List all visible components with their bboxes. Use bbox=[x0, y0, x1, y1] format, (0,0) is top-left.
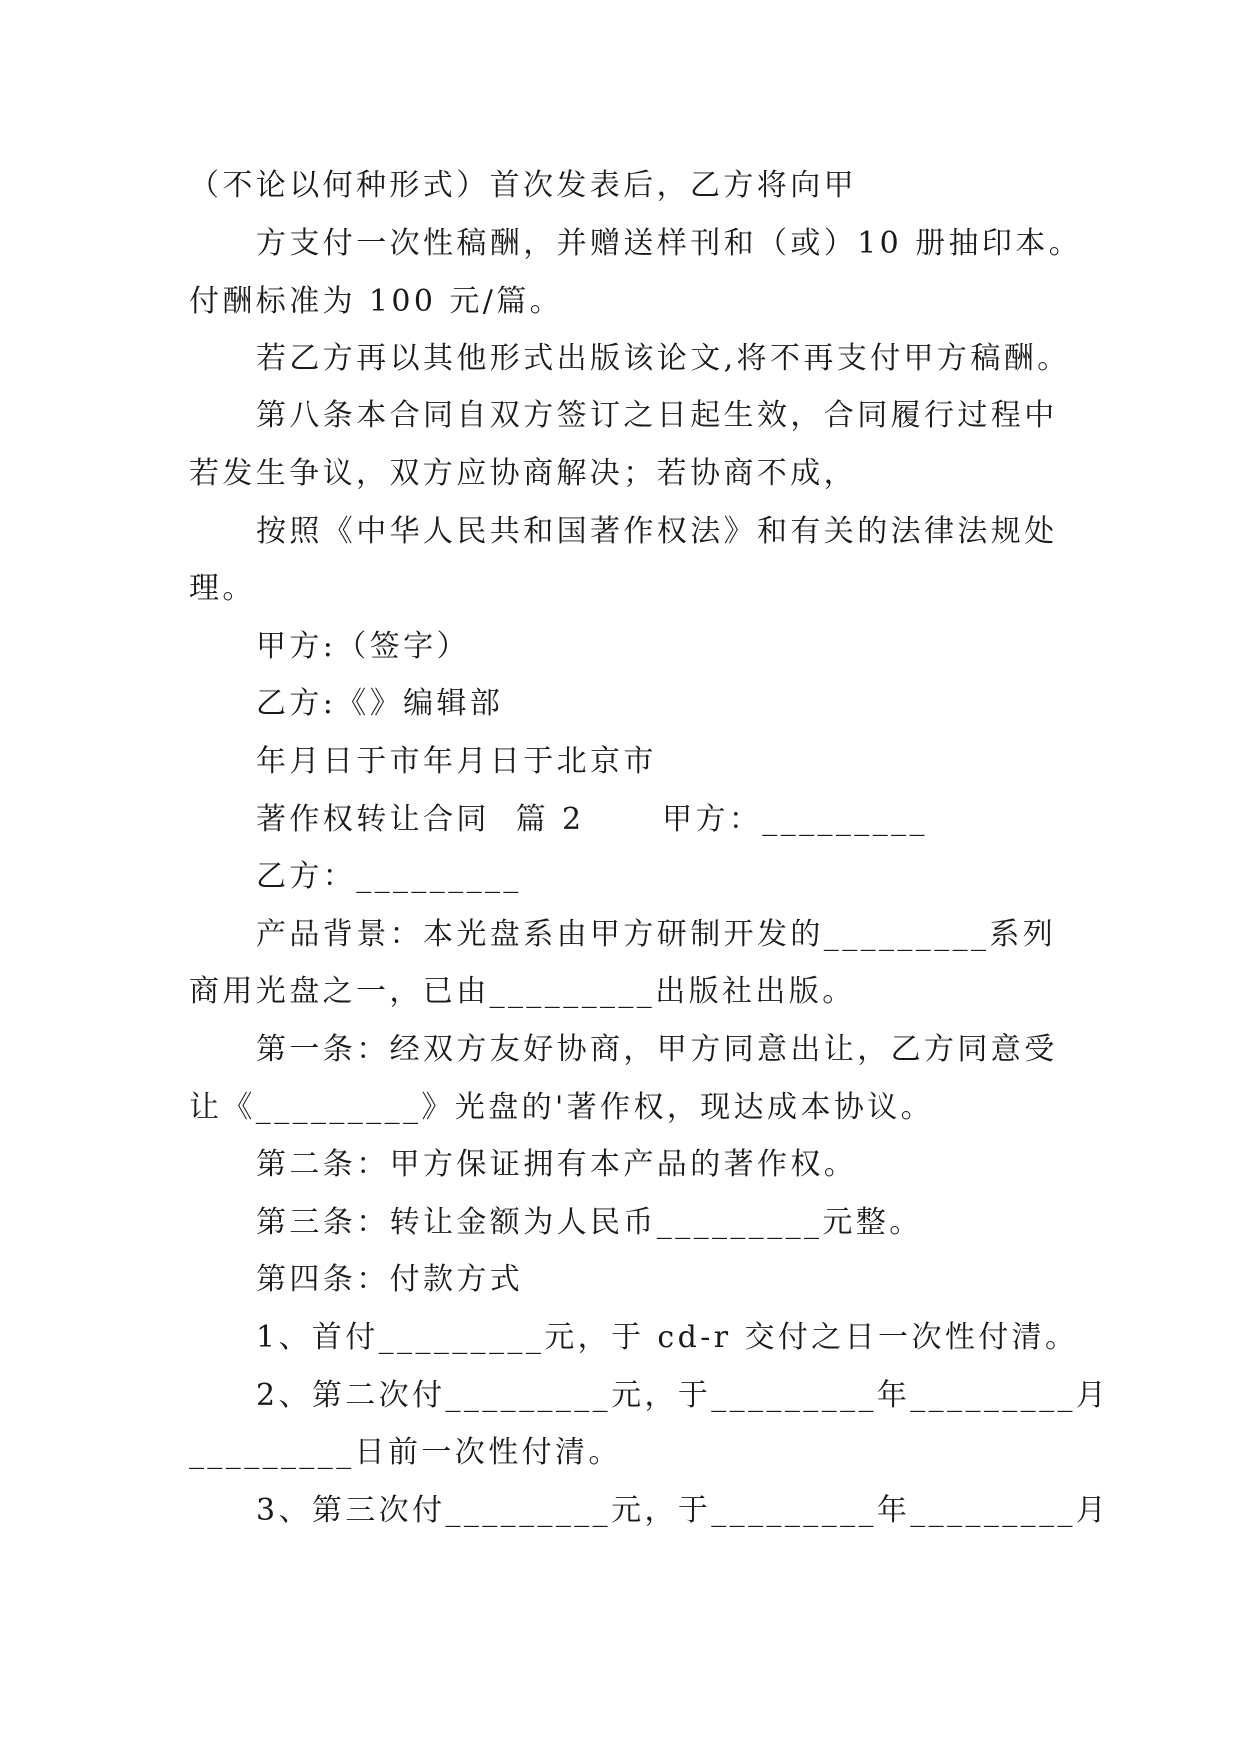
text-line: 若乙方再以其他形式出版该论文,将不再支付甲方稿酬。 bbox=[256, 341, 1071, 376]
text-line: 1、首付_________元，于 cd-r 交付之日一次性付清。 bbox=[256, 1320, 1079, 1355]
text-line: 2、第二次付_________元，于_________年_________月 bbox=[256, 1378, 1110, 1413]
text-line: 商用光盘之一，已由_________出版社出版。 bbox=[189, 974, 856, 1009]
text-line: 若发生争议，双方应协商解决；若协商不成， bbox=[189, 456, 857, 491]
text-line: 乙方：_________ bbox=[256, 859, 522, 894]
text-line: 产品背景：本光盘系由甲方研制开发的_________系列 bbox=[256, 917, 1057, 952]
text-line: 第二条：甲方保证拥有本产品的著作权。 bbox=[256, 1147, 858, 1182]
text-line: 第三条：转让金额为人民币_________元整。 bbox=[256, 1205, 923, 1240]
text-line: 年月日于市年月日于北京市 bbox=[256, 744, 657, 779]
text-line: 第八条本合同自双方签订之日起生效，合同履行过程中 bbox=[256, 398, 1058, 433]
text-line: 第四条：付款方式 bbox=[256, 1262, 524, 1297]
text-line: 著作权转让合同 篇 2 甲方：_________ bbox=[256, 802, 928, 837]
text-line: 付酬标准为 100 元/篇。 bbox=[189, 284, 564, 319]
text-line: （不论以何种形式）首次发表后，乙方将向甲 bbox=[189, 168, 857, 203]
text-line: 让《_________》光盘的'著作权，现达成本协议。 bbox=[189, 1090, 935, 1125]
text-line: 3、第三次付_________元，于_________年_________月 bbox=[256, 1493, 1110, 1528]
text-line: 乙方:《》编辑部 bbox=[256, 686, 504, 721]
text-line: 按照《中华人民共和国著作权法》和有关的法律法规处 bbox=[256, 514, 1058, 549]
text-line: 理。 bbox=[189, 571, 256, 606]
text-line: 第一条：经双方友好协商，甲方同意出让，乙方同意受 bbox=[256, 1032, 1058, 1067]
text-line: 方支付一次性稿酬，并赠送样刊和（或）10 册抽印本。 bbox=[256, 226, 1083, 261]
text-line: _________日前一次性付清。 bbox=[189, 1435, 622, 1470]
text-line: 甲方:（签字） bbox=[256, 629, 470, 664]
